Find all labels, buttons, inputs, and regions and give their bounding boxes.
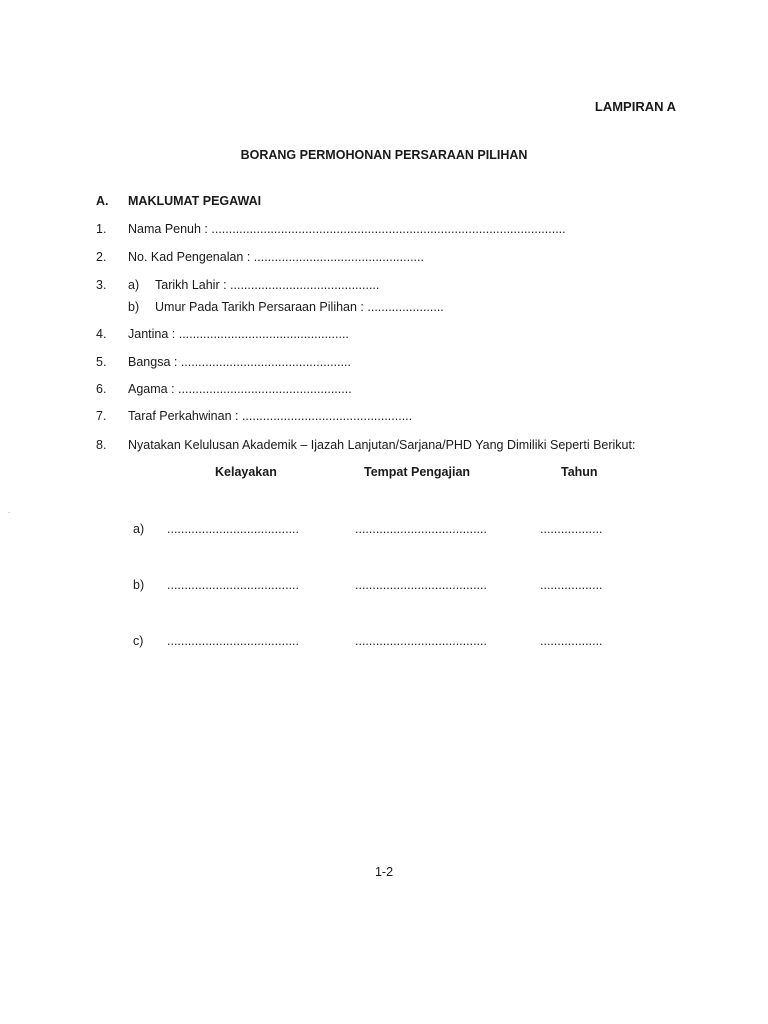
field-race: Bangsa : ................................................. bbox=[128, 355, 351, 369]
form-title: BORANG PERMOHONAN PERSARAAN PILIHAN bbox=[240, 148, 528, 162]
column-header-kelayakan: Kelayakan bbox=[215, 465, 277, 479]
field-number-2: 2. bbox=[96, 250, 107, 264]
stray-mark: . bbox=[8, 506, 11, 515]
column-header-tahun: Tahun bbox=[561, 465, 598, 479]
table-row-letter-b: b) bbox=[133, 578, 145, 592]
field-age-at-retirement: Umur Pada Tarikh Persaraan Pilihan : ...................... bbox=[155, 300, 444, 314]
field-number-8: 8. bbox=[96, 438, 107, 452]
table-cell-tahun-c: .................. bbox=[540, 634, 603, 648]
table-cell-tahun-a: .................. bbox=[540, 522, 603, 536]
field-3b-letter: b) bbox=[128, 300, 140, 314]
field-date-of-birth: Tarikh Lahir : ........................................... bbox=[155, 278, 380, 292]
table-row-letter-a: a) bbox=[133, 522, 145, 536]
table-cell-tahun-b: .................. bbox=[540, 578, 603, 592]
annex-label: LAMPIRAN A bbox=[594, 99, 676, 114]
field-number-3: 3. bbox=[96, 278, 107, 292]
field-religion: Agama : .................................................. bbox=[128, 382, 352, 396]
table-cell-kelayakan-a: ...................................... bbox=[167, 522, 299, 536]
field-number-4: 4. bbox=[96, 327, 107, 341]
field-full-name: Nama Penuh : ...................................................................................................... bbox=[128, 222, 566, 236]
table-row-letter-c: c) bbox=[133, 634, 144, 648]
field-academic-qualification: Nyatakan Kelulusan Akademik – Ijazah Lanjutan/Sarjana/PHD Yang Dimiliki Seperti Berikut: bbox=[128, 438, 636, 452]
field-number-5: 5. bbox=[96, 355, 107, 369]
table-cell-kelayakan-c: ...................................... bbox=[167, 634, 299, 648]
table-cell-kelayakan-b: ...................................... bbox=[167, 578, 299, 592]
field-number-6: 6. bbox=[96, 382, 107, 396]
section-heading: MAKLUMAT PEGAWAI bbox=[128, 194, 262, 208]
field-marital-status: Taraf Perkahwinan : ................................................. bbox=[128, 409, 413, 423]
field-gender: Jantina : ................................................. bbox=[128, 327, 349, 341]
section-letter: A. bbox=[96, 194, 109, 208]
field-number-7: 7. bbox=[96, 409, 107, 423]
field-3a-letter: a) bbox=[128, 278, 140, 292]
column-header-tempat-pengajian: Tempat Pengajian bbox=[364, 465, 471, 479]
table-cell-tempat-c: ...................................... bbox=[355, 634, 487, 648]
field-number-1: 1. bbox=[96, 222, 107, 236]
table-cell-tempat-b: ...................................... bbox=[355, 578, 487, 592]
page-number: 1-2 bbox=[374, 865, 394, 879]
table-cell-tempat-a: ...................................... bbox=[355, 522, 487, 536]
field-ic-number: No. Kad Pengenalan : ................................................. bbox=[128, 250, 424, 264]
